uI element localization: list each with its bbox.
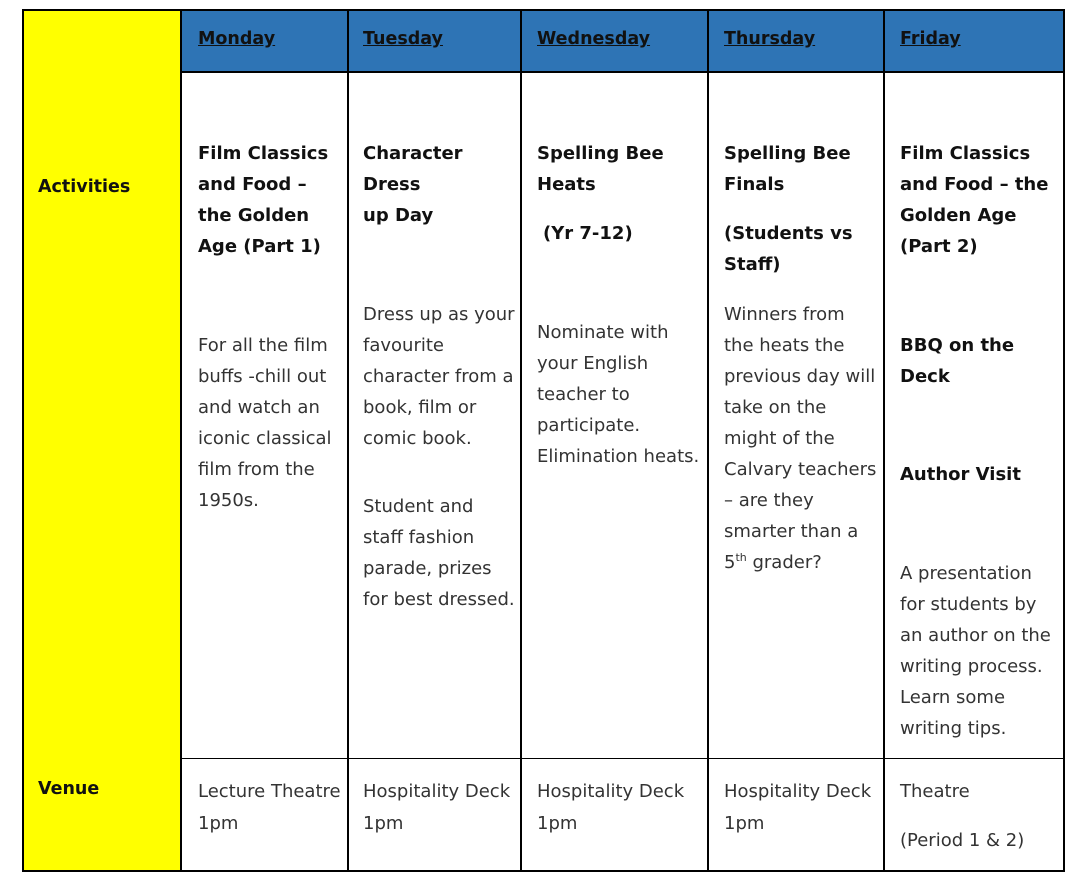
- activity-cell-monday: [198, 138, 343, 516]
- activity-title-line: Film Classics: [198, 143, 329, 164]
- row-label-venue: Venue: [38, 779, 100, 799]
- activity-text-line: teacher to: [537, 384, 630, 405]
- activity-text-line: parade, prizes: [363, 558, 492, 579]
- column-divider: [180, 9, 182, 872]
- activity-title-line: Age (Part 1): [198, 236, 321, 257]
- activity-title-line: Heats: [537, 174, 596, 195]
- venue-cell-tuesday: [363, 776, 518, 840]
- activity-text-line: for best dressed.: [363, 589, 515, 610]
- venue-text-line: Theatre: [900, 781, 970, 802]
- activity-text-line: character from a: [363, 366, 514, 387]
- activity-title-line: the Golden: [198, 205, 310, 226]
- day-header-tuesday: Tuesday: [363, 29, 443, 49]
- venue-cell-monday: [198, 776, 343, 840]
- venue-cell-wednesday: [537, 776, 705, 840]
- activity-text-line: writing tips.: [900, 718, 1007, 739]
- venue-text-line: Hospitality Deck: [537, 781, 685, 802]
- day-header-wednesday: Wednesday: [537, 29, 651, 49]
- activity-text-line: iconic classical: [198, 428, 332, 449]
- activity-title-line: Deck: [900, 366, 950, 387]
- activity-text-line: Student and: [363, 496, 474, 517]
- table-border-top: [22, 9, 1065, 11]
- activity-text-line: film from the: [198, 459, 315, 480]
- activity-title-line: and Food – the: [900, 174, 1049, 195]
- activity-text-line: – are they: [724, 490, 814, 511]
- activity-text-line: Learn some: [900, 687, 1006, 708]
- activity-subtitle: (Students vs: [724, 223, 853, 244]
- activity-cell-friday: [900, 138, 1060, 744]
- activity-text-line: A presentation: [900, 563, 1032, 584]
- ordinal-rest: grader?: [746, 552, 822, 573]
- activity-title-line: Spelling Bee: [537, 143, 664, 164]
- activity-text-line: the heats the: [724, 335, 845, 356]
- day-header-friday: Friday: [900, 29, 961, 49]
- activity-text-line: Nominate with: [537, 322, 669, 343]
- activity-cell-wednesday: [537, 138, 705, 472]
- activity-text-line: might of the: [724, 428, 835, 449]
- activity-title-line: (Part 2): [900, 236, 978, 257]
- activity-cell-thursday: [724, 138, 882, 578]
- column-divider: [520, 9, 522, 872]
- activity-text-line: favourite: [363, 335, 444, 356]
- activity-title-line: Film Classics: [900, 143, 1031, 164]
- ordinal-number: 5: [724, 552, 736, 573]
- activity-cell-tuesday: [363, 138, 518, 615]
- activity-title-line: Spelling Bee: [724, 143, 851, 164]
- row-label-column: [23, 11, 181, 870]
- day-header-monday: Monday: [198, 29, 276, 49]
- activity-text-line: For all the film: [198, 335, 328, 356]
- activity-text-line: and watch an: [198, 397, 320, 418]
- activity-text-line: buffs -chill out: [198, 366, 327, 387]
- table-border-left: [22, 9, 24, 872]
- venue-cell-thursday: [724, 776, 882, 840]
- activity-title-line: BBQ on the: [900, 335, 1015, 356]
- venue-text-line: (Period 1 & 2): [900, 830, 1025, 851]
- ordinal-suffix: th: [735, 551, 747, 564]
- activity-subtitle: (Yr 7-12): [543, 223, 633, 244]
- activity-title-line: up Day: [363, 205, 434, 226]
- activity-text-line: writing process.: [900, 656, 1043, 677]
- activity-text-line-ordinal: [724, 547, 882, 578]
- column-divider: [883, 9, 885, 872]
- activity-text-line: Winners from: [724, 304, 845, 325]
- activity-text-line: Calvary teachers: [724, 459, 877, 480]
- venue-text-line: 1pm: [537, 813, 578, 834]
- activity-text-line: an author on the: [900, 625, 1051, 646]
- activity-text-line: take on the: [724, 397, 827, 418]
- row-label-activities: Activities: [38, 177, 131, 197]
- activity-text-line: for students by: [900, 594, 1037, 615]
- activity-text-line: 1950s.: [198, 490, 259, 511]
- activity-text-line: Dress up as your: [363, 304, 515, 325]
- venue-text-line: 1pm: [198, 813, 239, 834]
- header-border-bottom: [181, 71, 1065, 73]
- activity-title-line: Golden Age: [900, 205, 1017, 226]
- venue-text-line: Hospitality Deck: [363, 781, 511, 802]
- row-divider: [181, 758, 1065, 759]
- venue-text-line: 1pm: [724, 813, 765, 834]
- activity-title-line: and Food –: [198, 174, 307, 195]
- activity-title-line: Finals: [724, 174, 785, 195]
- activity-text-line: smarter than a: [724, 521, 859, 542]
- activity-text-line: book, film or: [363, 397, 477, 418]
- activity-text-line: comic book.: [363, 428, 472, 449]
- venue-text-line: 1pm: [363, 813, 404, 834]
- activity-text-line: previous day will: [724, 366, 876, 387]
- activity-text-line: participate.: [537, 415, 641, 436]
- activity-text-line: your English: [537, 353, 649, 374]
- day-header-thursday: Thursday: [724, 29, 816, 49]
- column-divider: [707, 9, 709, 872]
- activity-title-line: Author Visit: [900, 464, 1021, 485]
- venue-text-line: Hospitality Deck: [724, 781, 872, 802]
- table-border-right: [1063, 9, 1065, 872]
- table-border-bottom: [22, 870, 1065, 872]
- venue-text-line: Lecture Theatre: [198, 781, 341, 802]
- activity-subtitle: Staff): [724, 254, 781, 275]
- column-divider: [347, 9, 349, 872]
- activity-text-line: Elimination heats.: [537, 446, 700, 467]
- venue-cell-friday: [900, 776, 1060, 857]
- activity-text-line: staff fashion: [363, 527, 475, 548]
- activity-title-line: Character Dress: [363, 143, 463, 195]
